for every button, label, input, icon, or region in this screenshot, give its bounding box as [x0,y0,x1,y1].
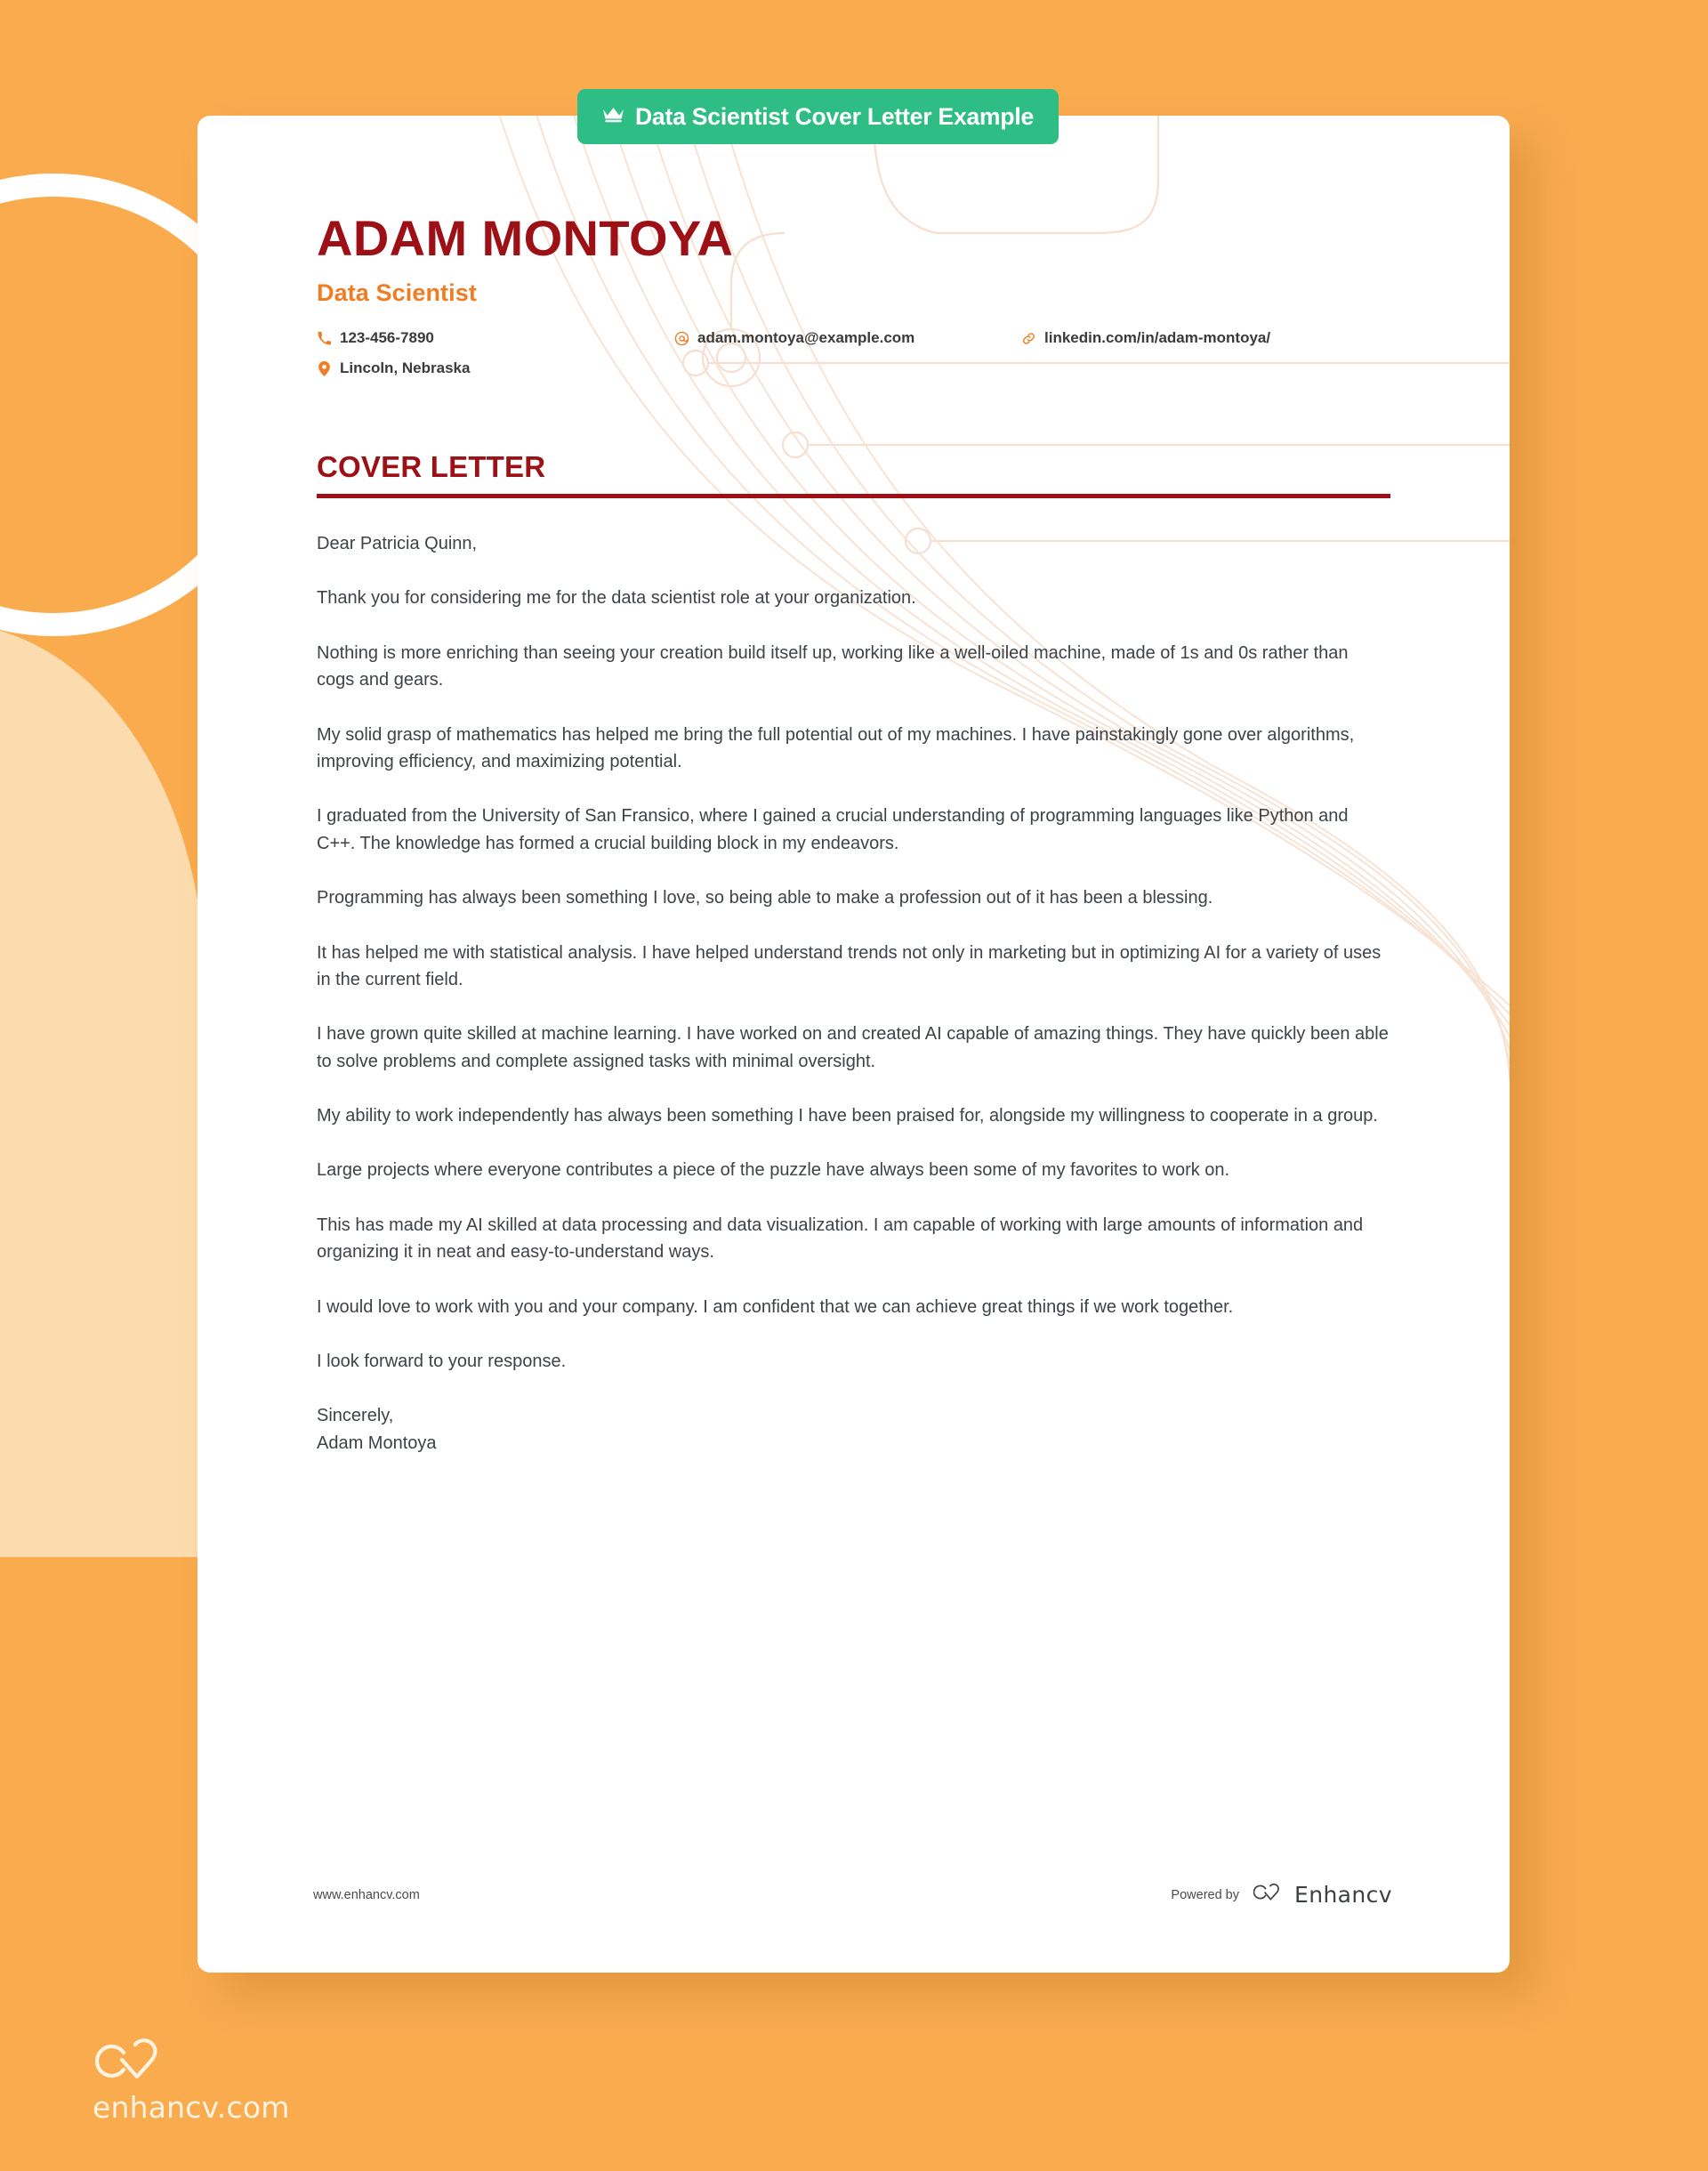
letter-paragraph: I graduated from the University of San Fransico, where I gained a crucial understanding of programming languages like Python and C++. The knowledge has formed a crucial building block in my endeavors. [317,806,1349,853]
powered-by-label: Powered by [1171,1887,1239,1902]
letter-paragraph: Large projects where everyone contributes a piece of the puzzle have always been some of my favorites to work on. [317,1160,1230,1181]
letter-signoff: Sincerely, [317,1406,394,1426]
contact-row-primary [317,329,1331,347]
enhancv-wordmark: Enhancv [1294,1882,1392,1908]
cover-letter-section [197,450,1510,1457]
at-icon [674,331,689,346]
contact-location[interactable] [317,359,674,377]
section-heading: COVER LETTER [317,450,546,483]
cover-letter-body [317,530,1389,1457]
contact-email[interactable] [674,329,1021,347]
contact-linkedin[interactable] [1021,329,1270,347]
resume-header [197,116,1510,377]
contact-email-value: adam.montoya@example.com [697,329,915,346]
letter-paragraph: Dear Patricia Quinn, [317,534,478,553]
contact-phone[interactable] [317,329,674,347]
enhancv-logo [1253,1882,1392,1908]
letter-paragraph: It has helped me with statistical analysis. I have helped understand trends not only in marketing but in optimizing AI for a variety of uses in the current field. [317,942,1382,989]
enhancv-brand-footer [93,2036,290,2125]
enhancv-brand-icon [93,2070,171,2086]
letter-paragraph: I would love to work with you and your company. I am confident that we can achieve great things if we work together. [317,1296,1234,1317]
letter-paragraph: Nothing is more enriching than seeing your creation build itself up, working like a well-oiled machine, made of 1s and 0s rather than cogs and gears. [317,642,1349,690]
letter-paragraph: My solid grasp of mathematics has helped me bring the full potential out of my machines. I have painstakingly gone over algorithms, improving efficiency, and maximizing potential. [317,724,1355,771]
candidate-job-title: Data Scientist [317,279,477,306]
contact-location-value: Lincoln, Nebraska [340,359,471,376]
section-divider [317,494,1390,498]
footer-website-url[interactable]: www.enhancv.com [313,1887,420,1902]
location-icon [317,361,332,376]
crown-icon [602,106,624,127]
letter-paragraph: I have grown quite skilled at machine learning. I have worked on and created AI capable of amazing things. They have quickly been able to solve problems and complete assigned tasks with minimal oversight. [317,1024,1389,1071]
letter-paragraph: Programming has always been something I love, so being able to make a profession out of it has been a blessing. [317,888,1213,908]
letter-paragraph: My ability to work independently has always been something I have been praised for, alongside my willingness to cooperate in a group. [317,1106,1378,1126]
candidate-name: ADAM MONTOYA [317,210,734,266]
footer-powered-by [1171,1882,1392,1908]
letter-signature-block [317,1402,1389,1457]
document-footer [197,1882,1510,1908]
letter-paragraph: I look forward to your response. [317,1352,567,1372]
letter-paragraph: Thank you for considering me for the data scientist role at your organization. [317,588,916,609]
resume-document-page [197,116,1510,1973]
phone-icon [317,331,332,346]
letter-paragraph: This has made my AI skilled at data processing and data visualization. I am capable of working with large amounts of information and organizing it in neat and easy-to-understand ways. [317,1215,1364,1263]
example-badge-label: Data Scientist Cover Letter Example [635,102,1035,130]
background-soft-shape [0,623,205,1557]
contact-linkedin-value: linkedin.com/in/adam-montoya/ [1044,329,1271,346]
contact-row-secondary [317,359,1331,377]
enhancv-infinity-icon [1253,1882,1284,1908]
letter-signature-name: Adam Montoya [317,1433,437,1453]
link-icon [1021,331,1036,346]
contact-phone-value: 123-456-7890 [340,329,434,346]
contact-details [317,329,1331,377]
enhancv-brand-text: enhancv.com [93,2090,290,2125]
example-badge [577,89,1059,144]
